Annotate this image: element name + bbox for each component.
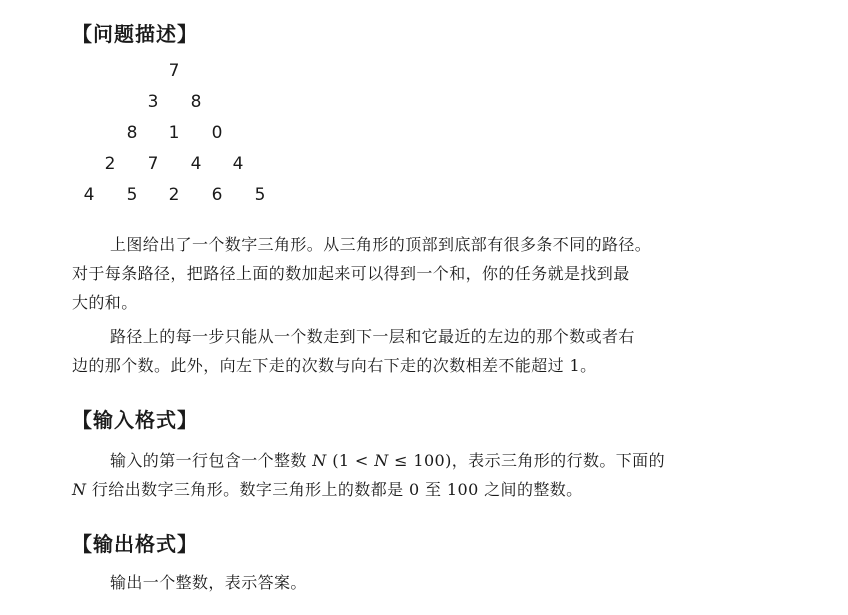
- text-line: [72, 475, 732, 504]
- triangle-number: 1: [168, 123, 180, 143]
- text-line: 对于每条路径，把路径上面的数加起来可以得到一个和，你的任务就是找到最: [72, 264, 630, 283]
- text-line: 路径上的每一步只能从一个数走到下一层和它最近的左边的那个数或者右: [110, 327, 635, 346]
- triangle-number: 0: [211, 123, 223, 143]
- input-text-part: ≤ 100)，表示三角形的行数。下面的: [388, 451, 665, 470]
- triangle-number: 4: [83, 185, 95, 205]
- output-format-paragraph: [72, 568, 732, 597]
- problem-paragraph-2: [72, 322, 732, 380]
- text-line: [72, 446, 732, 475]
- text-line: 大的和。: [72, 293, 138, 312]
- input-text-part: (1 <: [326, 451, 375, 470]
- triangle-number: 4: [190, 154, 202, 174]
- problem-heading: 【问题描述】: [72, 22, 198, 46]
- problem-paragraph-1: [72, 230, 732, 317]
- input-text-part: 输入的第一行包含一个整数: [110, 451, 313, 470]
- triangle-number: 4: [232, 154, 244, 174]
- triangle-number: 7: [168, 61, 180, 81]
- math-variable: N: [374, 451, 389, 470]
- math-variable: N: [312, 451, 327, 470]
- triangle-number: 3: [147, 92, 159, 112]
- triangle-number: 8: [190, 92, 202, 112]
- triangle-number: 5: [126, 185, 138, 205]
- triangle-number: 2: [168, 185, 180, 205]
- triangle-number: 6: [211, 185, 223, 205]
- math-variable: N: [72, 480, 87, 499]
- text-line: 输出一个整数，表示答案。: [110, 573, 307, 592]
- text-line: 上图给出了一个数字三角形。从三角形的顶部到底部有很多条不同的路径。: [110, 235, 652, 254]
- triangle-number: 7: [147, 154, 159, 174]
- triangle-number: 5: [254, 185, 266, 205]
- input-text-part: 行给出数字三角形。数字三角形上的数都是 0 至 100 之间的整数。: [86, 480, 583, 499]
- output-format-heading: 【输出格式】: [72, 532, 198, 556]
- input-format-heading: 【输入格式】: [72, 408, 198, 432]
- triangle-number: 8: [126, 123, 138, 143]
- text-line: 边的那个数。此外，向左下走的次数与向右下走的次数相差不能超过 1。: [72, 356, 597, 375]
- input-format-paragraph: [72, 446, 732, 504]
- triangle-number: 2: [104, 154, 116, 174]
